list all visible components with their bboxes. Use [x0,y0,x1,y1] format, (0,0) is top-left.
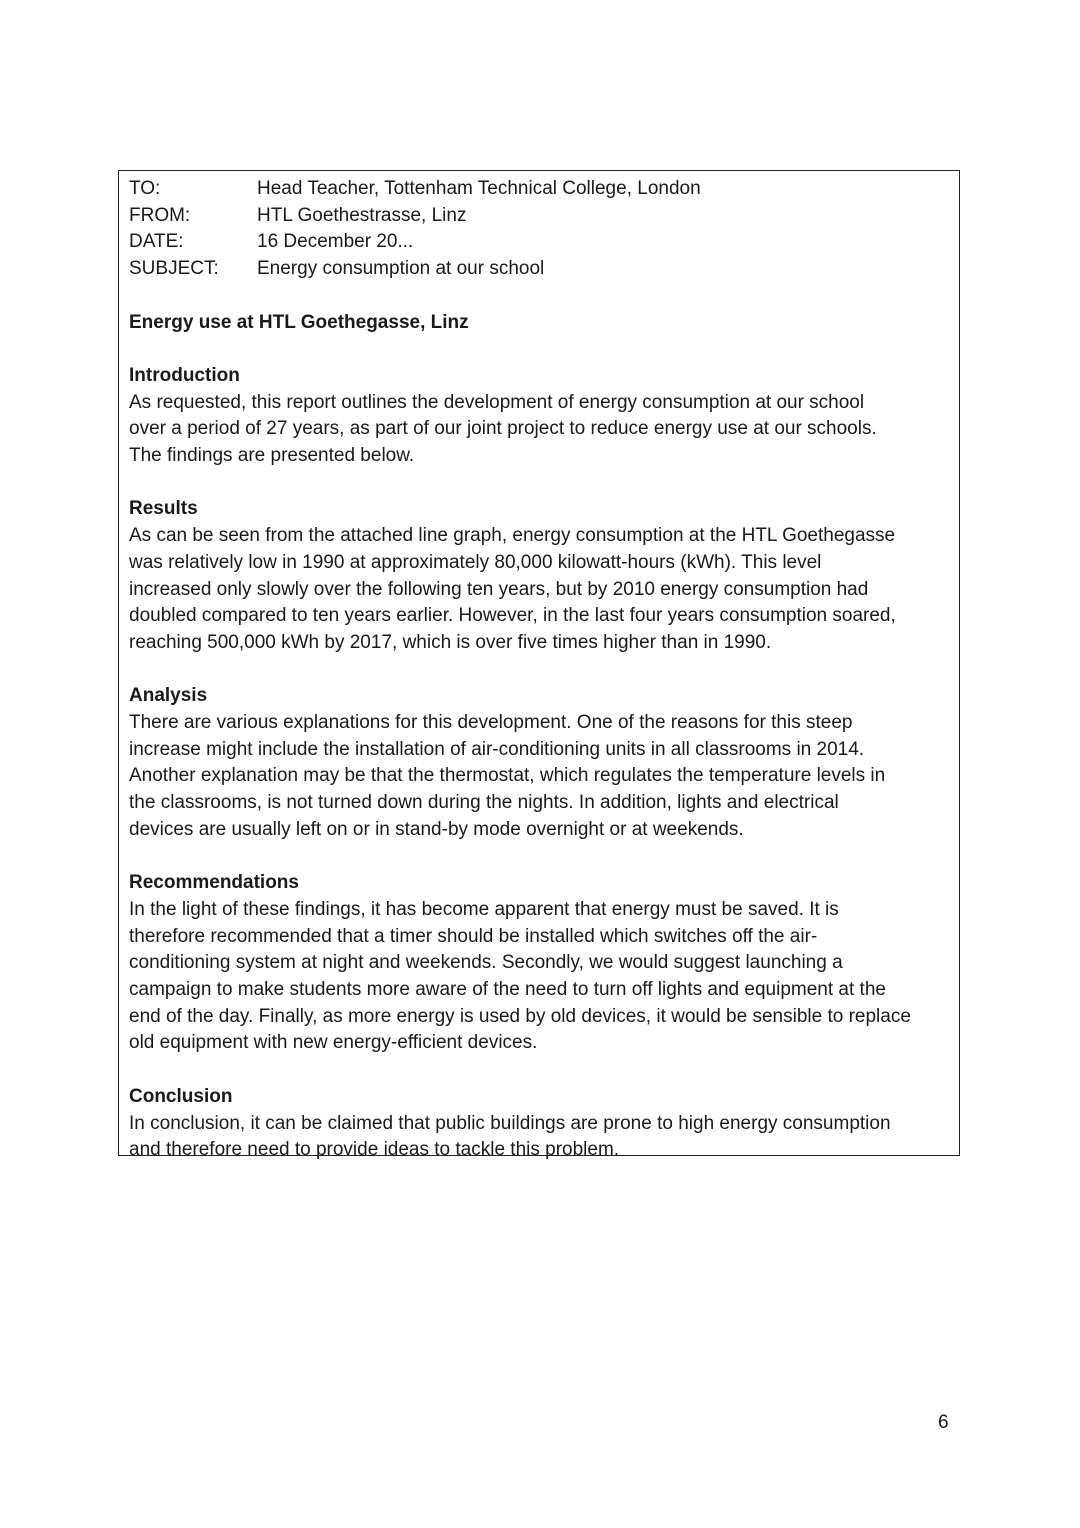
section-heading: Analysis [129,685,208,707]
section-results [129,496,949,656]
section-line: and therefore need to provide ideas to tackle this problem. [129,1139,620,1161]
section-line: campaign to make students more aware of the need to turn off lights and equipment at the [129,979,886,1001]
section-conclusion [129,1084,949,1164]
memo-value: HTL Goethestrasse, Linz [257,204,467,226]
section-line: old equipment with new energy-efficient devices. [129,1032,538,1054]
section-line: end of the day. Finally, as more energy is used by old devices, it would be sensible to replace [129,1005,911,1027]
memo-key: FROM: [129,204,191,226]
section-line: was relatively low in 1990 at approximately 80,000 kilowatt-hours (kWh). This level [129,551,822,573]
section-line: reaching 500,000 kWh by 2017, which is over five times higher than in 1990. [129,631,772,653]
memo-key: DATE: [129,231,184,253]
memo-row-subject [129,256,949,283]
memo-row-date [129,229,949,256]
section-heading: Recommendations [129,872,299,894]
section-line: As requested, this report outlines the development of energy consumption at our school [129,391,865,413]
section-heading: Introduction [129,364,240,386]
section-line: As can be seen from the attached line graph, energy consumption at the HTL Goethegasse [129,525,896,547]
section-introduction [129,363,949,470]
page-number: 6 [938,1412,949,1433]
section-heading: Conclusion [129,1085,233,1107]
report-box [118,170,960,1161]
memo-value: Head Teacher, Tottenham Technical College, London [257,178,701,199]
memo-row-to [129,176,949,203]
section-line: Another explanation may be that the thermostat, which regulates the temperature levels in [129,765,886,787]
section-line: doubled compared to ten years earlier. However, in the last four years consumption soared, [129,605,896,627]
memo-row-from [129,203,949,230]
section-analysis [129,683,949,843]
section-line: In the light of these findings, it has become apparent that energy must be saved. It is [129,898,839,920]
section-line: therefore recommended that a timer should be installed which switches off the air- [129,925,818,947]
section-line: The findings are presented below. [129,445,415,466]
section-line: over a period of 27 years, as part of our joint project to reduce energy use at our schools. [129,418,877,440]
memo-key: TO: [129,178,161,199]
section-line: increase might include the installation of air-conditioning units in all classrooms in 2014. [129,738,865,760]
section-line: There are various explanations for this development. One of the reasons for this steep [129,712,853,733]
memo-value: 16 December 20... [257,231,414,253]
memo-header [129,176,949,283]
memo-value: Energy consumption at our school [257,258,545,280]
section-line: devices are usually left on or in stand-by mode overnight or at weekends. [129,818,744,840]
section-line: the classrooms, is not turned down during the nights. In addition, lights and electrical [129,792,839,814]
section-recommendations [129,870,949,1057]
section-heading: Results [129,498,198,520]
section-line: conditioning system at night and weekends. Secondly, we would suggest launching a [129,952,843,974]
section-line: In conclusion, it can be claimed that public buildings are prone to high energy consumption [129,1112,891,1134]
section-line: increased only slowly over the following ten years, but by 2010 energy consumption had [129,578,869,600]
memo-key: SUBJECT: [129,258,219,280]
report-title: Energy use at HTL Goethegasse, Linz [129,311,469,333]
